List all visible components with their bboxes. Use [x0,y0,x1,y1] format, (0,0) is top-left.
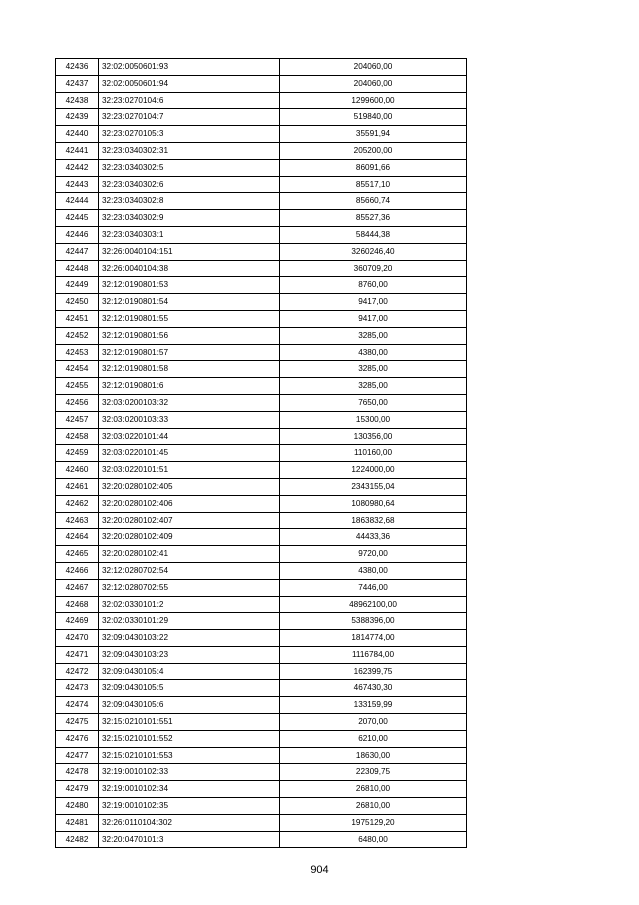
row-id-cell: 42468 [56,596,99,613]
table-row [56,512,467,529]
row-id-cell: 42469 [56,613,99,630]
cadastral-number-cell: 32:12:0280702:54 [99,562,280,579]
page-number: 904 [310,864,329,876]
value-cell: 7650,00 [280,394,467,411]
value-cell: 205200,00 [280,142,467,159]
value-cell: 86091,66 [280,159,467,176]
cadastral-number-cell: 32:12:0280702:55 [99,579,280,596]
table-row [56,529,467,546]
table-row [56,814,467,831]
table-row [56,546,467,563]
value-cell: 1116784,00 [280,646,467,663]
value-cell: 9417,00 [280,294,467,311]
row-id-cell: 42477 [56,747,99,764]
value-cell: 204060,00 [280,59,467,76]
row-id-cell: 42438 [56,92,99,109]
cadastral-number-cell: 32:12:0190801:53 [99,277,280,294]
table-row [56,260,467,277]
table-row [56,159,467,176]
table-row [56,579,467,596]
table-row [56,193,467,210]
value-cell: 15300,00 [280,411,467,428]
row-id-cell: 42479 [56,781,99,798]
cadastral-number-cell: 32:12:0190801:57 [99,344,280,361]
value-cell: 6210,00 [280,730,467,747]
cadastral-number-cell: 32:20:0280102:407 [99,512,280,529]
row-id-cell: 42472 [56,663,99,680]
row-id-cell: 42482 [56,831,99,848]
value-cell: 3285,00 [280,361,467,378]
cadastral-number-cell: 32:23:0340302:8 [99,193,280,210]
value-cell: 3285,00 [280,378,467,395]
value-cell: 1863832,68 [280,512,467,529]
row-id-cell: 42464 [56,529,99,546]
table-row [56,142,467,159]
value-cell: 35591,94 [280,126,467,143]
table-row [56,75,467,92]
value-cell: 1224000,00 [280,462,467,479]
cadastral-number-cell: 32:19:0010102:34 [99,781,280,798]
row-id-cell: 42480 [56,798,99,815]
table-row [56,59,467,76]
table-row [56,210,467,227]
cadastral-number-cell: 32:19:0010102:35 [99,798,280,815]
row-id-cell: 42449 [56,277,99,294]
row-id-cell: 42446 [56,226,99,243]
row-id-cell: 42463 [56,512,99,529]
row-id-cell: 42475 [56,714,99,731]
row-id-cell: 42481 [56,814,99,831]
row-id-cell: 42456 [56,394,99,411]
cadastral-number-cell: 32:03:0200103:32 [99,394,280,411]
cadastral-number-cell: 32:03:0220101:45 [99,445,280,462]
value-cell: 85527,36 [280,210,467,227]
row-id-cell: 42467 [56,579,99,596]
row-id-cell: 42445 [56,210,99,227]
cadastral-number-cell: 32:23:0340302:6 [99,176,280,193]
cadastral-number-cell: 32:23:0270104:6 [99,92,280,109]
cadastral-number-cell: 32:23:0270105:3 [99,126,280,143]
table-row [56,126,467,143]
table-row [56,176,467,193]
row-id-cell: 42451 [56,310,99,327]
value-cell: 1299600,00 [280,92,467,109]
table-row [56,277,467,294]
table-row [56,730,467,747]
table-row [56,596,467,613]
table-row [56,378,467,395]
cadastral-number-cell: 32:23:0340302:31 [99,142,280,159]
value-cell: 130356,00 [280,428,467,445]
value-cell: 519840,00 [280,109,467,126]
cadastral-number-cell: 32:09:0430103:22 [99,630,280,647]
row-id-cell: 42441 [56,142,99,159]
row-id-cell: 42437 [56,75,99,92]
value-cell: 2343155,04 [280,478,467,495]
value-cell: 360709,20 [280,260,467,277]
row-id-cell: 42452 [56,327,99,344]
value-cell: 9720,00 [280,546,467,563]
row-id-cell: 42458 [56,428,99,445]
value-cell: 58444,38 [280,226,467,243]
value-cell: 4380,00 [280,562,467,579]
cadastral-number-cell: 32:09:0430105:6 [99,697,280,714]
row-id-cell: 42454 [56,361,99,378]
value-cell: 133159,99 [280,697,467,714]
cadastral-number-cell: 32:15:0210101:552 [99,730,280,747]
table-row [56,831,467,848]
cadastral-number-cell: 32:15:0210101:551 [99,714,280,731]
cadastral-number-cell: 32:26:0040104:38 [99,260,280,277]
cadastral-number-cell: 32:12:0190801:58 [99,361,280,378]
table-row [56,462,467,479]
table-row [56,428,467,445]
row-id-cell: 42459 [56,445,99,462]
table-row [56,327,467,344]
cadastral-number-cell: 32:26:0110104:302 [99,814,280,831]
table-body [56,59,467,848]
cadastral-number-cell: 32:20:0280102:41 [99,546,280,563]
value-cell: 6480,00 [280,831,467,848]
value-cell: 110160,00 [280,445,467,462]
cadastral-number-cell: 32:02:0050601:93 [99,59,280,76]
value-cell: 8760,00 [280,277,467,294]
value-cell: 7446,00 [280,579,467,596]
row-id-cell: 42450 [56,294,99,311]
cadastral-number-cell: 32:23:0340302:5 [99,159,280,176]
cadastral-number-cell: 32:23:0270104:7 [99,109,280,126]
table-row [56,294,467,311]
value-cell: 204060,00 [280,75,467,92]
cadastral-number-cell: 32:12:0190801:56 [99,327,280,344]
table-row [56,478,467,495]
table-row [56,680,467,697]
row-id-cell: 42453 [56,344,99,361]
row-id-cell: 42473 [56,680,99,697]
value-cell: 3260246,40 [280,243,467,260]
cadastral-number-cell: 32:20:0280102:405 [99,478,280,495]
row-id-cell: 42447 [56,243,99,260]
value-cell: 1080980,64 [280,495,467,512]
row-id-cell: 42471 [56,646,99,663]
value-cell: 2070,00 [280,714,467,731]
row-id-cell: 42448 [56,260,99,277]
value-cell: 4380,00 [280,344,467,361]
cadastral-number-cell: 32:09:0430103:23 [99,646,280,663]
table-row [56,663,467,680]
table-row [56,562,467,579]
row-id-cell: 42474 [56,697,99,714]
value-cell: 5388396,00 [280,613,467,630]
cadastral-number-cell: 32:20:0280102:406 [99,495,280,512]
table-row [56,764,467,781]
table-row [56,226,467,243]
value-cell: 9417,00 [280,310,467,327]
cadastral-number-cell: 32:20:0280102:409 [99,529,280,546]
value-cell: 26810,00 [280,781,467,798]
cadastral-number-cell: 32:12:0190801:6 [99,378,280,395]
table-row [56,361,467,378]
cadastral-number-cell: 32:03:0200103:33 [99,411,280,428]
row-id-cell: 42440 [56,126,99,143]
row-id-cell: 42460 [56,462,99,479]
table-row [56,747,467,764]
value-cell: 85660,74 [280,193,467,210]
row-id-cell: 42442 [56,159,99,176]
table-row [56,697,467,714]
cadastral-number-cell: 32:26:0040104:151 [99,243,280,260]
table-row [56,411,467,428]
row-id-cell: 42476 [56,730,99,747]
value-cell: 1975129,20 [280,814,467,831]
row-id-cell: 42470 [56,630,99,647]
row-id-cell: 42455 [56,378,99,395]
cadastral-number-cell: 32:23:0340303:1 [99,226,280,243]
cadastral-number-cell: 32:23:0340302:9 [99,210,280,227]
cadastral-number-cell: 32:20:0470101:3 [99,831,280,848]
table-row [56,109,467,126]
value-cell: 1814774,00 [280,630,467,647]
table-row [56,714,467,731]
row-id-cell: 42443 [56,176,99,193]
cadastral-number-cell: 32:02:0050601:94 [99,75,280,92]
table-row [56,646,467,663]
row-id-cell: 42457 [56,411,99,428]
value-cell: 85517,10 [280,176,467,193]
table-row [56,613,467,630]
cadastral-number-cell: 32:19:0010102:33 [99,764,280,781]
cadastral-number-cell: 32:12:0190801:55 [99,310,280,327]
cadastral-number-cell: 32:03:0220101:44 [99,428,280,445]
cadastral-number-cell: 32:12:0190801:54 [99,294,280,311]
cadastral-number-cell: 32:09:0430105:4 [99,663,280,680]
value-cell: 162399,75 [280,663,467,680]
table-row [56,243,467,260]
row-id-cell: 42462 [56,495,99,512]
cadastral-number-cell: 32:02:0330101:29 [99,613,280,630]
table-row [56,92,467,109]
value-cell: 467430,30 [280,680,467,697]
table-row [56,630,467,647]
row-id-cell: 42461 [56,478,99,495]
table-row [56,445,467,462]
cadastral-number-cell: 32:03:0220101:51 [99,462,280,479]
value-cell: 18630,00 [280,747,467,764]
value-cell: 22309,75 [280,764,467,781]
table-row [56,344,467,361]
table-row [56,394,467,411]
row-id-cell: 42444 [56,193,99,210]
row-id-cell: 42466 [56,562,99,579]
table-row [56,781,467,798]
table-row [56,798,467,815]
value-cell: 44433,36 [280,529,467,546]
value-cell: 26810,00 [280,798,467,815]
table-row [56,310,467,327]
row-id-cell: 42439 [56,109,99,126]
row-id-cell: 42478 [56,764,99,781]
cadastral-number-cell: 32:15:0210101:553 [99,747,280,764]
cadastral-number-cell: 32:02:0330101:2 [99,596,280,613]
row-id-cell: 42436 [56,59,99,76]
table-row [56,495,467,512]
cadastral-number-cell: 32:09:0430105:5 [99,680,280,697]
value-cell: 3285,00 [280,327,467,344]
row-id-cell: 42465 [56,546,99,563]
cadastral-value-table [55,58,467,848]
value-cell: 48962100,00 [280,596,467,613]
